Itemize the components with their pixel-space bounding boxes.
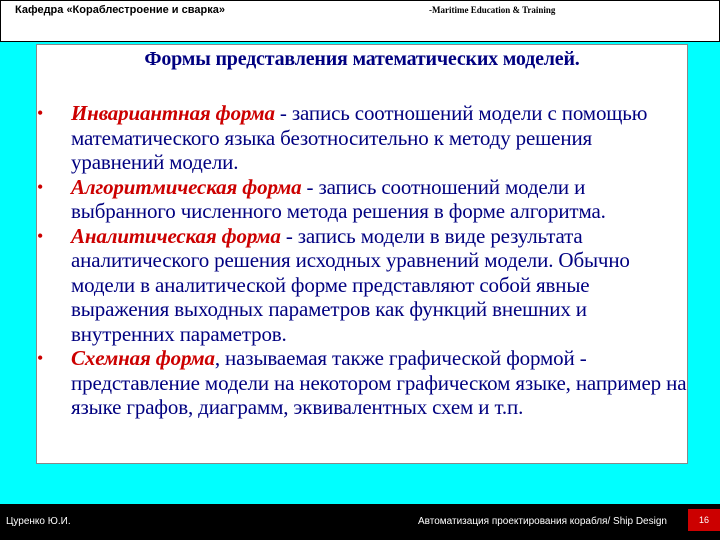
course-label: Автоматизация проектирования корабля/ Ship Design: [418, 516, 667, 527]
bullet-icon: •: [37, 103, 44, 123]
item-text: , называемая также графической формой - представление модели на некотором графическом языке, например на языке графов, диаграмм, эквивалентных схем и т.п.: [71, 346, 687, 419]
list-item: [37, 101, 687, 175]
program-label: -Maritime Education & Training: [429, 5, 556, 15]
term-label: Аналитическая форма: [71, 223, 281, 248]
item-text: - запись модели в виде результата аналитического решения исходных уравнений модели. Обычно модели в аналитической форме представляют собой явные выражения выходных параметров как функций внешних и внутренних параметров.: [71, 223, 630, 346]
department-label: Кафедра «Кораблестроение и сварка»: [15, 4, 225, 16]
list-item: [37, 346, 687, 420]
bullet-list: [37, 101, 687, 420]
term-label: Схемная форма: [71, 346, 215, 370]
header-bar: [0, 0, 720, 42]
bullet-icon: •: [37, 176, 44, 197]
slide-content: [36, 44, 688, 464]
bullet-icon: •: [37, 225, 44, 246]
item-text: - запись соотношений модели с помощью математического языка безотносительно к методу решения уравнений модели.: [71, 101, 648, 174]
term-label: Алгоритмическая форма: [71, 174, 302, 199]
page-number: 16: [688, 509, 720, 531]
list-item: [37, 224, 687, 347]
author-label: Цуренко Ю.И.: [6, 516, 71, 527]
slide-title: Формы представления математических моделей.: [144, 48, 580, 70]
list-item: [37, 175, 687, 224]
item-text: - запись соотношений модели и выбранного численного метода решения в форме алгоритма.: [71, 174, 606, 223]
footer-bar: [0, 504, 720, 540]
bullet-icon: •: [37, 348, 44, 368]
term-label: Инвариантная форма: [71, 101, 275, 125]
